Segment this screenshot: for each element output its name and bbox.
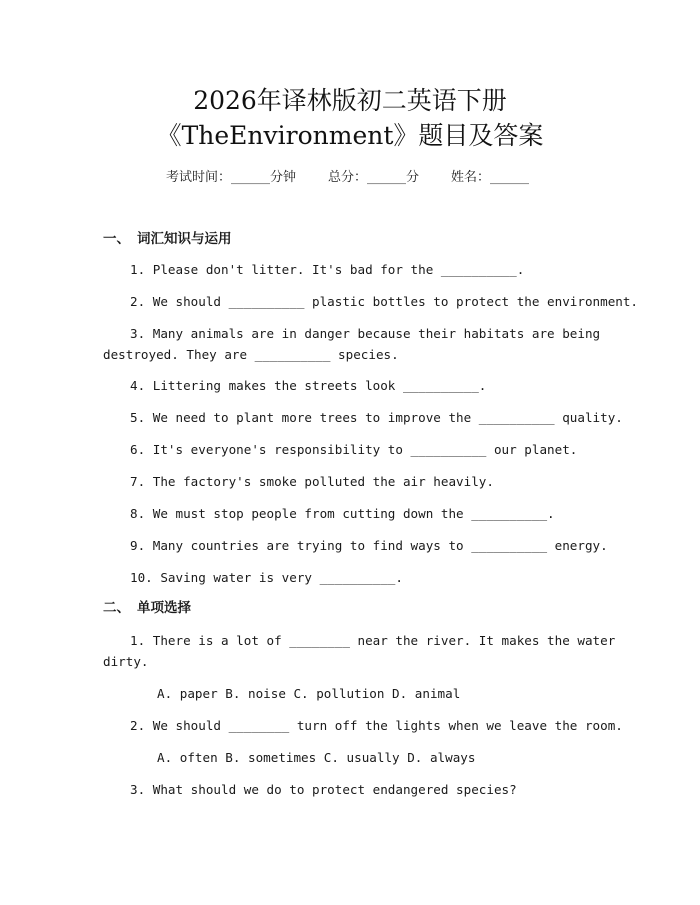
question-text: We must stop people from cutting down the __________.: [152, 506, 555, 521]
question-number: 2.: [130, 294, 146, 309]
question-item: [103, 439, 577, 460]
question-text: We need to plant more trees to improve the __________ quality.: [152, 410, 623, 425]
question-number: 10.: [130, 570, 153, 585]
answer-options: A. paper B. noise C. pollution D. animal: [157, 686, 461, 701]
question-text: Many countries are trying to find ways to __________ energy.: [152, 538, 608, 553]
page-title: 2026年译林版初二英语下册: [193, 86, 507, 115]
question-item: [103, 535, 608, 556]
question-text: There is a lot of ________ near the river. It makes the water: [152, 633, 616, 648]
question-item: [103, 630, 615, 651]
question-item: [103, 715, 623, 736]
question-number: 3.: [130, 782, 146, 797]
question-text: Saving water is very __________.: [160, 570, 403, 585]
question-item: [103, 323, 600, 344]
question-continuation: destroyed. They are __________ species.: [103, 347, 399, 362]
question-number: 1.: [130, 262, 146, 277]
question-number: 2.: [130, 718, 146, 733]
question-text: What should we do to protect endangered species?: [152, 782, 517, 797]
section-number: 二、: [103, 600, 130, 616]
question-number: 8.: [130, 506, 146, 521]
question-number: 7.: [130, 474, 146, 489]
question-number: 5.: [130, 410, 146, 425]
question-item: [103, 567, 403, 588]
question-item: [103, 375, 486, 396]
question-text: Many animals are in danger because their habitats are being: [152, 326, 601, 341]
question-continuation: dirty.: [103, 654, 149, 669]
question-item: [103, 471, 494, 492]
exam-meta: [166, 168, 529, 188]
question-number: 1.: [130, 633, 146, 648]
question-text: We should __________ plastic bottles to protect the environment.: [152, 294, 639, 309]
exam-time-field: 考试时间：______分钟: [166, 170, 297, 185]
section-heading: [103, 598, 191, 618]
question-item: [103, 503, 555, 524]
question-text: It's everyone's responsibility to __________ our planet.: [152, 442, 578, 457]
question-item: [103, 779, 517, 800]
student-name-field: 姓名：______: [451, 170, 530, 185]
question-text: Please don't litter. It's bad for the __________.: [152, 262, 525, 277]
question-text: The factory's smoke polluted the air heavily.: [152, 474, 494, 489]
total-score-field: 总分：______分: [328, 170, 420, 185]
section-heading: [103, 229, 232, 249]
question-number: 3.: [130, 326, 146, 341]
question-item: [103, 407, 623, 428]
question-item: [103, 291, 638, 312]
question-number: 6.: [130, 442, 146, 457]
question-item: [103, 259, 524, 280]
answer-options: A. often B. sometimes C. usually D. always: [157, 750, 476, 765]
section-title: 词汇知识与运用: [137, 231, 232, 247]
section-title: 单项选择: [137, 600, 191, 616]
page-subtitle: 《TheEnvironment》题目及答案: [156, 121, 544, 150]
question-text: We should ________ turn off the lights when we leave the room.: [152, 718, 623, 733]
question-text: Littering makes the streets look __________.: [152, 378, 487, 393]
section-number: 一、: [103, 231, 130, 247]
question-number: 9.: [130, 538, 146, 553]
question-number: 4.: [130, 378, 146, 393]
